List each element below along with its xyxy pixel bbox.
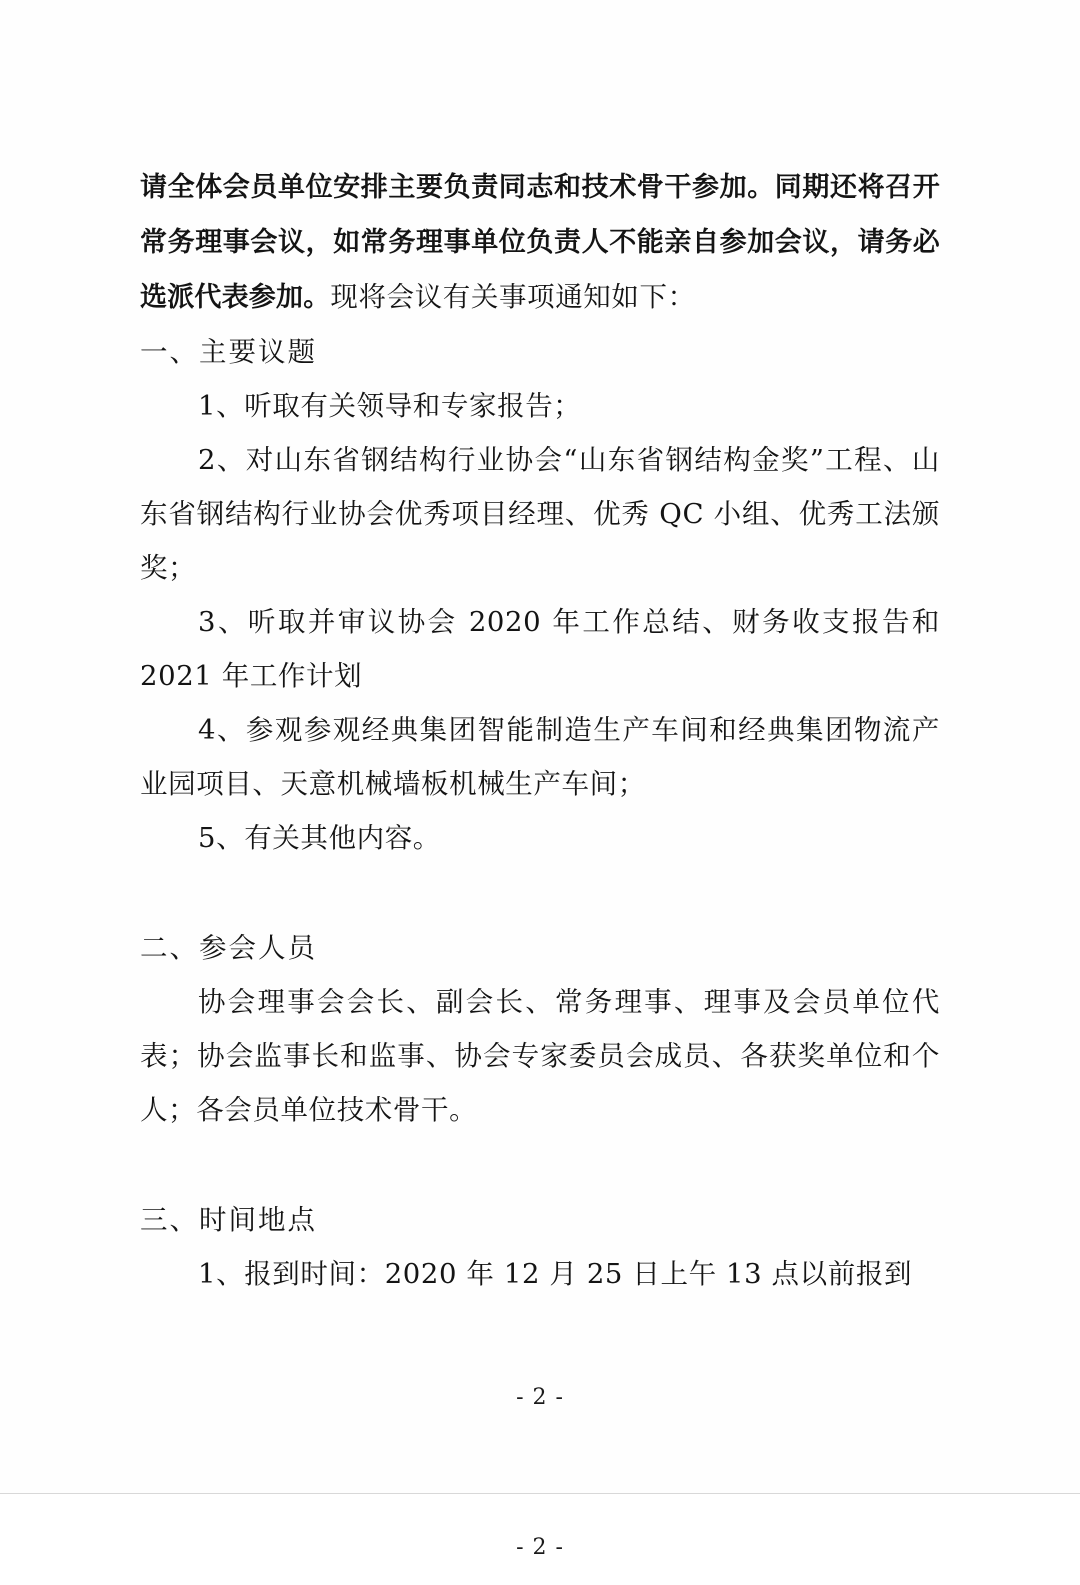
section-three-title: 三、时间地点 [140, 1204, 317, 1236]
section-two-title: 二、参会人员 [140, 932, 317, 964]
intro-bold-text: 请全体会员单位安排主要负责同志和技术骨干参加。同期还将召开常务理事会议，如常务理事单位负责人不能亲自参加会议，请务必选派代表参加。 [140, 172, 940, 313]
section-one-item-3: 3、听取并审议协会 2020 年工作总结、财务收支报告和 2021 年工作计划 [140, 606, 940, 692]
section-one-item-1: 1、听取有关领导和专家报告； [198, 390, 582, 422]
section-spacer-1 [140, 865, 940, 921]
intro-paragraph [140, 160, 940, 325]
page-content [140, 160, 940, 1301]
viewer-page-number: - 2 - [516, 1535, 564, 1560]
page-number: - 2 - [516, 1385, 564, 1410]
section-one-title: 一、主要议题 [140, 336, 317, 368]
section-one-item-2: 2、对山东省钢结构行业协会“山东省钢结构金奖”工程、山东省钢结构行业协会优秀项目经理、优秀 QC 小组、优秀工法颁奖； [140, 444, 940, 584]
section-one-item-5: 5、有关其他内容。 [198, 822, 441, 854]
section-one-item-4: 4、参观参观经典集团智能制造生产车间和经典集团物流产业园项目、天意机械墙板机械生产车间； [140, 714, 940, 800]
section-two-body: 协会理事会会长、副会长、常务理事、理事及会员单位代表；协会监事长和监事、协会专家委员会成员、各获奖单位和个人；各会员单位技术骨干。 [140, 986, 940, 1126]
page-divider [0, 1493, 1080, 1494]
intro-rest-text: 现将会议有关事项通知如下： [330, 281, 696, 313]
section-spacer-2 [140, 1137, 940, 1193]
section-three-item-1: 1、报到时间：2020 年 12 月 25 日上午 13 点以前报到 [198, 1258, 913, 1290]
